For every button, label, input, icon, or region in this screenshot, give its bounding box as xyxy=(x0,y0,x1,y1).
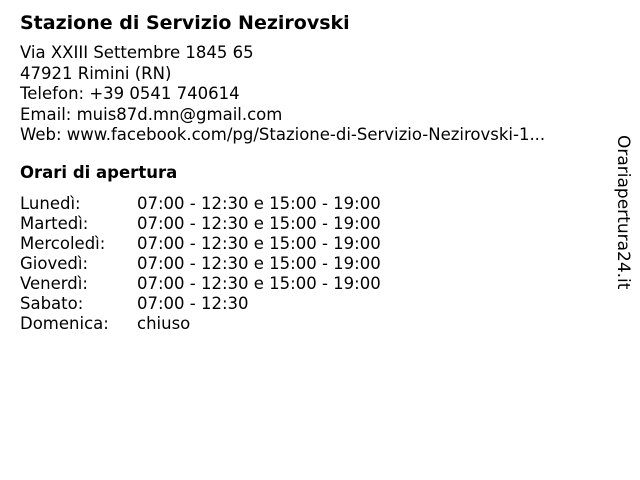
business-info xyxy=(20,43,545,146)
phone-text: Telefon: +39 0541 740614 xyxy=(20,84,240,103)
day-hours: 07:00 - 12:30 xyxy=(137,294,249,313)
day-hours: 07:00 - 12:30 e 15:00 - 19:00 xyxy=(137,274,381,293)
business-name: Stazione di Servizio Nezirovski xyxy=(20,12,350,34)
day-hours: 07:00 - 12:30 e 15:00 - 19:00 xyxy=(137,194,381,213)
day-hours: 07:00 - 12:30 e 15:00 - 19:00 xyxy=(137,234,381,253)
day-hours: 07:00 - 12:30 e 15:00 - 19:00 xyxy=(137,254,381,273)
day-hours: 07:00 - 12:30 e 15:00 - 19:00 xyxy=(137,214,381,233)
email-text: Email: muis87d.mn@gmail.com xyxy=(20,104,283,124)
day-label: Giovedì: xyxy=(20,254,88,273)
address-line-1: Via XXIII Settembre 1845 65 xyxy=(20,43,254,62)
day-label: Lunedì: xyxy=(20,194,81,213)
day-label: Venerdì: xyxy=(20,274,88,293)
site-watermark: Orariapertura24.it xyxy=(613,135,633,290)
web-text: Web: www.facebook.com/pg/Stazione-di-Servizio-Nezirovski-1... xyxy=(20,125,546,144)
day-label: Martedì: xyxy=(20,214,89,233)
day-hours: chiuso xyxy=(137,314,191,333)
address-line-2: 47921 Rimini (RN) xyxy=(20,63,172,83)
day-label: Sabato: xyxy=(20,294,84,313)
day-label: Mercoledì: xyxy=(20,234,106,253)
opening-hours-heading: Orari di apertura xyxy=(20,163,178,182)
day-label: Domenica: xyxy=(20,314,109,333)
